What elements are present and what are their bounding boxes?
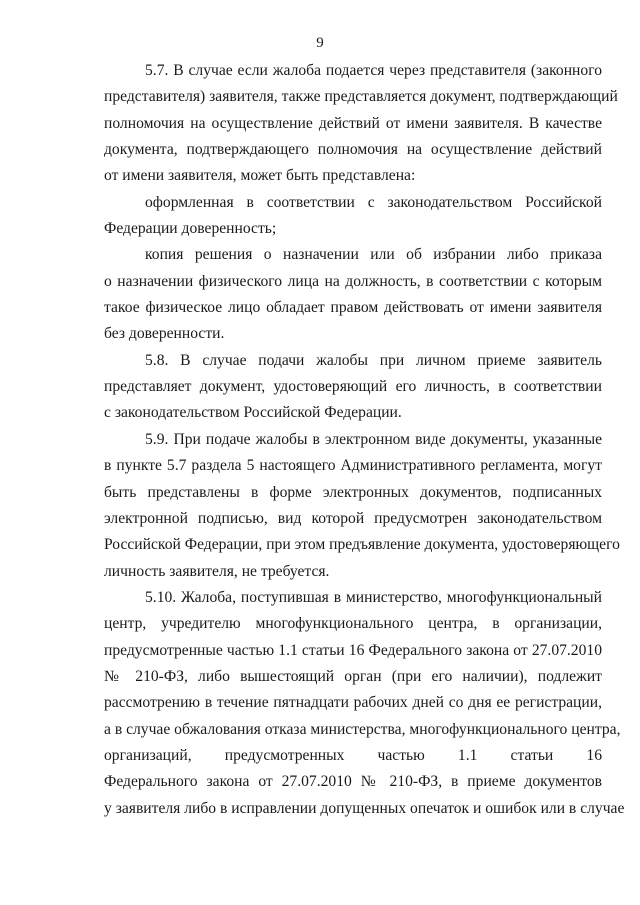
paragraph-item-power-of-attorney [104,190,602,243]
text-line: № 210-ФЗ, либо вышестоящий орган (при его наличии), подлежит [104,667,602,685]
text-line: Федерации доверенность; [104,220,277,238]
text-line: организаций, предусмотренных частью 1.1 статьи 16 [104,746,602,764]
text-line: представляет документ, удостоверяющий его личность, в соответствии [104,378,602,396]
text-line: Федерального закона от 27.07.2010 № 210-ФЗ, в приеме документов [104,773,602,791]
text-line: представителя) заявителя, также представляется документ, подтверждающий [104,88,618,106]
paragraph-p-5-8 [104,348,602,427]
text-line: полномочия на осуществление действий от имени заявителя. В качестве [104,114,602,132]
text-line: 5.10. Жалоба, поступившая в министерство, многофункциональный [145,588,602,606]
paragraph-p-5-9 [104,427,620,585]
paragraph-p-5-7 [104,58,618,190]
text-line: без доверенности. [104,325,225,343]
text-line: от имени заявителя, может быть представлена: [104,167,416,185]
text-line: 5.7. В случае если жалоба подается через представителя (законного [145,62,602,79]
text-line: копия решения о назначении или об избрании либо приказа [145,246,602,264]
text-line: 5.8. В случае подачи жалобы при личном приеме заявитель [145,351,602,369]
text-line: рассмотрению в течение пятнадцати рабочих дней со дня ее регистрации, [104,694,602,712]
text-line: быть представлены в форме электронных документов, подписанных [104,483,602,501]
page-number: 9 [316,35,324,51]
text-line: такое физическое лицо обладает правом действовать от имени заявителя [104,299,602,317]
paragraph-item-appointment-decision [104,242,602,347]
text-line: Российской Федерации, при этом предъявление документа, удостоверяющего [104,536,620,554]
text-line: центр, учредителю многофункционального центра, в организации, [104,615,602,633]
text-line: о назначении физического лица на должность, в соответствии с которым [104,272,602,290]
paragraph-p-5-10 [104,585,625,822]
text-line: документа, подтверждающего полномочия на осуществление действий [104,141,602,159]
text-line: у заявителя либо в исправлении допущенных опечаток и ошибок или в случае [104,799,625,817]
text-line: 5.9. При подаче жалобы в электронном виде документы, указанные [145,430,602,448]
text-line: с законодательством Российской Федерации. [104,404,402,422]
text-line: личность заявителя, не требуется. [104,562,330,580]
text-line: а в случае обжалования отказа министерства, многофункционального центра, [104,720,621,738]
text-line: предусмотренные частью 1.1 статьи 16 Федерального закона от 27.07.2010 [104,641,602,659]
document-body [104,58,625,822]
text-line: электронной подписью, вид которой предусмотрен законодательством [104,509,602,527]
text-line: в пункте 5.7 раздела 5 настоящего Административного регламента, могут [104,457,602,475]
text-line: оформленная в соответствии с законодательством Российской [145,193,602,211]
